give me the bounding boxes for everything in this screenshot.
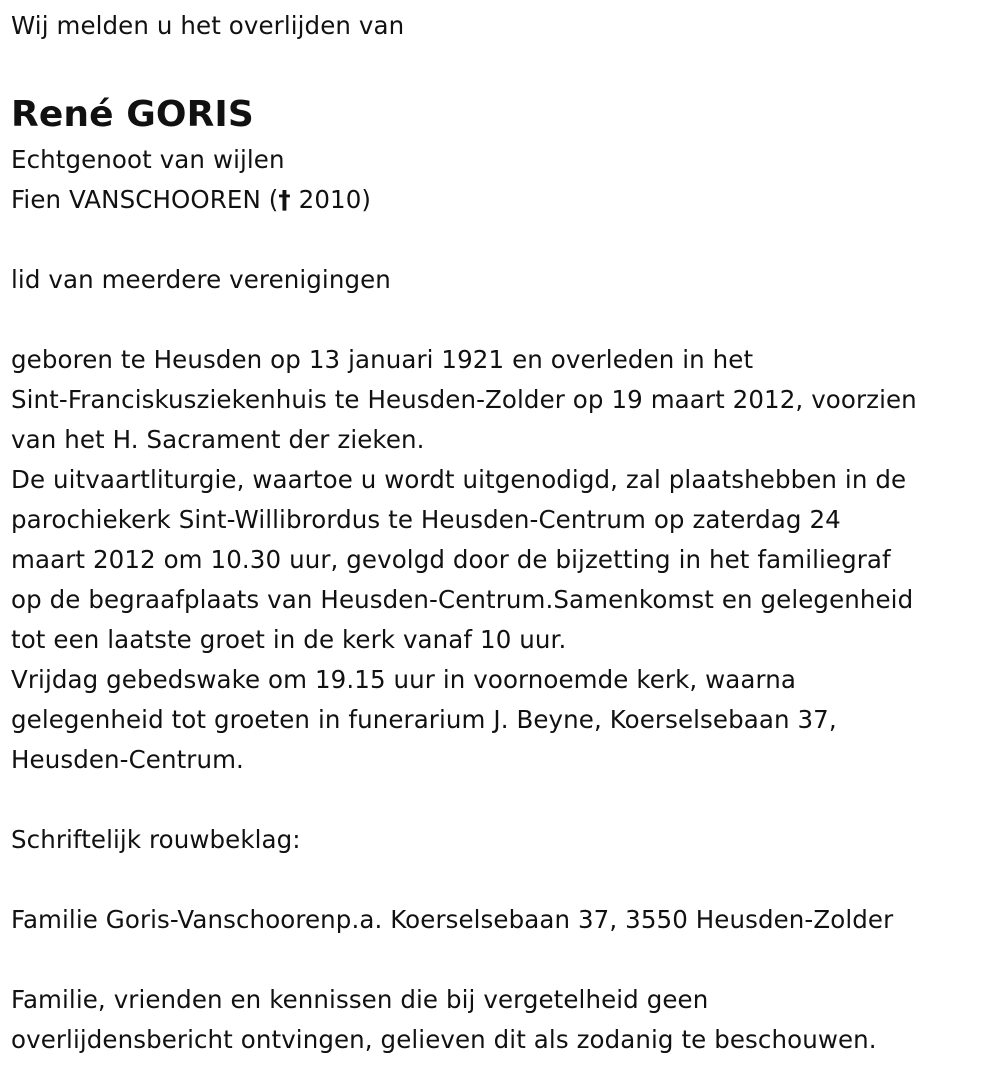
spacer: [11, 860, 991, 900]
details-line: Heusden-Centrum.: [11, 745, 244, 774]
condolences-label: Schriftelijk rouwbeklag:: [11, 825, 301, 854]
closing-paragraph: [11, 980, 991, 1060]
closing-line: Familie, vrienden en kennissen die bij vergetelheid geen: [11, 985, 709, 1014]
details-line: op de begraafplaats van Heusden-Centrum.Samenkomst en gelegenheid: [11, 585, 914, 614]
spouse-name: Fien VANSCHOOREN (: [11, 185, 279, 214]
details-line: geboren te Heusden op 13 januari 1921 en overleden in het: [11, 345, 754, 374]
obituary-notice: [11, 6, 991, 1060]
spacer: [11, 220, 991, 260]
spacer: [11, 46, 991, 86]
details-line: van het H. Sacrament der zieken.: [11, 425, 425, 454]
spouse-death-year: 2010): [290, 185, 372, 214]
details-line: parochiekerk Sint-Willibrordus te Heusden-Centrum op zaterdag 24: [11, 505, 841, 534]
details-line: gelegenheid tot groeten in funerarium J. Beyne, Koerselsebaan 37,: [11, 705, 837, 734]
cross-icon: †: [278, 185, 291, 214]
details-line: De uitvaartliturgie, waartoe u wordt uitgenodigd, zal plaatshebben in de: [11, 465, 907, 494]
relation-text: Echtgenoot van wijlen: [11, 145, 285, 174]
details-line: maart 2012 om 10.30 uur, gevolgd door de bijzetting in het familiegraf: [11, 545, 891, 574]
details-paragraph: [11, 340, 991, 780]
details-line: tot een laatste groet in de kerk vanaf 10 uur.: [11, 625, 567, 654]
intro-text: Wij melden u het overlijden van: [11, 11, 405, 40]
spacer: [11, 780, 991, 820]
details-line: Vrijdag gebedswake om 19.15 uur in voornoemde kerk, waarna: [11, 665, 797, 694]
closing-line: overlijdensbericht ontvingen, gelieven dit als zodanig te beschouwen.: [11, 1025, 877, 1054]
family-address: Familie Goris-Vanschoorenp.a. Koerselsebaan 37, 3550 Heusden-Zolder: [11, 905, 894, 934]
deceased-name: René GORIS: [11, 94, 254, 135]
spacer: [11, 940, 991, 980]
membership-text: lid van meerdere verenigingen: [11, 265, 391, 294]
spacer: [11, 300, 991, 340]
details-line: Sint-Franciskusziekenhuis te Heusden-Zolder op 19 maart 2012, voorzien: [11, 385, 917, 414]
spouse-line: [11, 180, 991, 220]
